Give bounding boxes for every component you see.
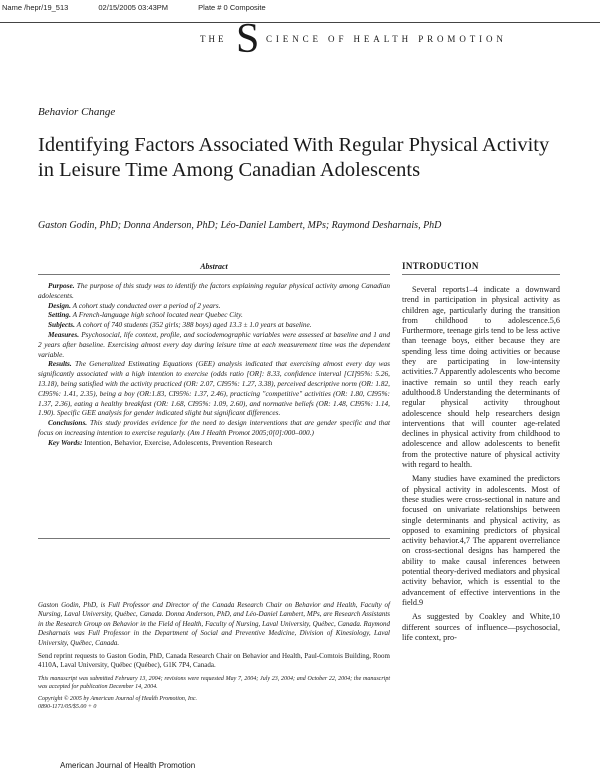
page-footer: American Journal of Health Promotion <box>60 761 196 770</box>
results-text: The Generalized Estimating Equations (GEE) analysis indicated that exercising almost every day was significantly associated with a high intention to exercise (odds ratio [OR]: 8.33, confidence interval [CI]95%: 5.26, 13.18), being satisfied with the activity practiced (OR: 2.07, CI95%: 1.27, 3.38), perceived descriptive norm (OR: 1.82, CI95%: 1.41, 2.35), being a boy (OR:1.83, CI95%: 1.37, 2.46), practicing "competitive" activities (OR: 1.80, CI95%: 1.37, 2.36), eating a healthy breakfast (OR: 1.68, CI95%: 1.09, 2.60), and normative beliefs (OR: 1.48, CI95%: 1.14, 1.90). Specific GEE analysis for gender indicated slight but significant differences. <box>38 359 391 418</box>
intro-paragraph-2: Many studies have examined the predictors of physical activity in adolescents. Most of these studies were cross-sectional in nature and focused on univariate relationships between single determinants and physical activity, as opposed to examining predictors of physical activity behavior.4,7 The apparent overreliance on cross-sectional designs has hampered the ability to make causal inferences between potential theory-derived mediators and physical activity behavior, which is essential to the advancement of effective interventions in the field.9 <box>402 474 560 607</box>
subjects-text: A cohort of 740 students (352 girls; 388 boys) aged 13.3 ± 1.0 years at baseline. <box>76 320 312 330</box>
slug-plate: Plate # 0 Composite <box>198 3 266 12</box>
results-label: Results. <box>48 359 72 369</box>
abstract-keywords <box>38 438 390 448</box>
abstract-heading: Abstract <box>200 262 228 271</box>
author-list: Gaston Godin, PhD; Donna Anderson, PhD; Léo-Daniel Lambert, MPs; Raymond Desharnais, PhD <box>38 220 442 231</box>
introduction-rule <box>402 274 560 275</box>
conclusions-label: Conclusions. <box>48 418 88 428</box>
intro-paragraph-3: As suggested by Coakley and White,10 different sources of influence—psychosocial, life context, pro- <box>402 612 560 642</box>
copyright-notice <box>38 695 390 711</box>
abstract-results <box>38 359 390 418</box>
conclusions-text: This study provides evidence for the need to design interventions that are gender specific and that focus on increasing intention to exercise regularly. (Am J Health Promot 2005;0[0]:000–000.) <box>38 418 390 437</box>
slug-file: Name /hepr/19_513 <box>2 3 69 12</box>
intro-paragraph-1: Several reports1–4 indicate a downward trend in participation in physical activity as children age, particularly during the transition from childhood to adolescence.5,6 Furthermore, teenage girls tend to be less active than teenage boys, either because they are spending less time doing activities or because they are participating in low-intensity activities.7 Apparently adolescents who become inactive remain so until they reach early adulthood.8 Understanding the determinants of regular physical activity throughout adolescence should help researchers design interventions that will counter age-related declines in physical activity from childhood to adolescence and allow adolescents to benefit from the protective nature of physical activity with regard to health. <box>402 285 560 470</box>
abstract-setting <box>38 310 390 320</box>
abstract-top-rule <box>38 274 390 275</box>
design-label: Design. <box>48 300 71 310</box>
section-label: Behavior Change <box>38 106 116 118</box>
abstract-design <box>38 301 390 311</box>
setting-text: A French-language high school located near Quebec City. <box>72 310 243 320</box>
design-text: A cohort study conducted over a period of 2 years. <box>72 300 221 310</box>
subjects-label: Subjects. <box>48 320 75 330</box>
submission-history: This manuscript was submitted February 13, 2004; revisions were requested May 7, 2004; July 23, 2004; and October 22, 2004; the manuscript was accepted for publication December 14, 2004. <box>38 675 390 690</box>
affiliations: Gaston Godin, PhD, is Full Professor and Director of the Canada Research Chair on Behavior and Health, Faculty of Nursing, Laval University, Québec, Canada. Donna Anderson, PhD, and Léo-Daniel Lambert, MPs, are Research Assistants in the Research Group on Behavior in the Field of Health, Faculty of Nursing, Laval University, Québec, Canada. Raymond Desharnais was Full Professor in the Department of Social and Preventive Medicine, Division of Kinesiology, Laval University, Québec, Canada. <box>38 601 390 647</box>
abstract <box>38 281 390 448</box>
measures-label: Measures. <box>48 329 80 339</box>
issn-text: 0890-1171/05/$5.00 + 0 <box>38 703 97 710</box>
purpose-label: Purpose. <box>48 281 75 290</box>
measures-text: Psychosocial, life context, profile, and sociodemographic variables were assessed at baseline and 1 and 2 years after baseline. Exercising almost every day during leisure time at each measurement time was the dependent variable. <box>38 329 390 359</box>
purpose-text: The purpose of this study was to identify the factors explaining regular physical activity among Canadian adolescents. <box>38 281 390 300</box>
introduction-body <box>402 285 560 643</box>
article-title: Identifying Factors Associated With Regular Physical Activity in Leisure Time Among Canadian Adolescents <box>38 134 550 181</box>
abstract-measures <box>38 330 390 359</box>
header-rule <box>0 22 600 23</box>
journal-header-the: THE <box>200 34 227 44</box>
journal-header-rest: CIENCE OF HEALTH PROMOTION <box>266 34 507 44</box>
abstract-subjects <box>38 320 390 330</box>
abstract-conclusions <box>38 418 390 438</box>
reprint-requests: Send reprint requests to Gaston Godin, PhD, Canada Research Chair on Behavior and Health, Paul-Comtois Building, Room 4110A, Laval University, Québec (Québec), G1K 7P4, Canada. <box>38 652 390 670</box>
setting-label: Setting. <box>48 310 71 320</box>
abstract-bottom-rule <box>38 538 390 539</box>
keywords-label: Key Words: <box>48 437 83 447</box>
slug-datetime: 02/15/2005 03:43PM <box>98 3 169 12</box>
author-notes <box>38 601 390 715</box>
production-slug <box>2 3 294 12</box>
journal-header-initial: S <box>236 16 260 62</box>
abstract-purpose <box>38 281 390 301</box>
copyright-text: Copyright © 2005 by American Journal of Health Promotion, Inc. <box>38 695 198 702</box>
journal-header <box>0 16 600 66</box>
keywords-text: Intention, Behavior, Exercise, Adolescents, Prevention Research <box>84 437 273 447</box>
introduction-heading: INTRODUCTION <box>402 261 479 271</box>
